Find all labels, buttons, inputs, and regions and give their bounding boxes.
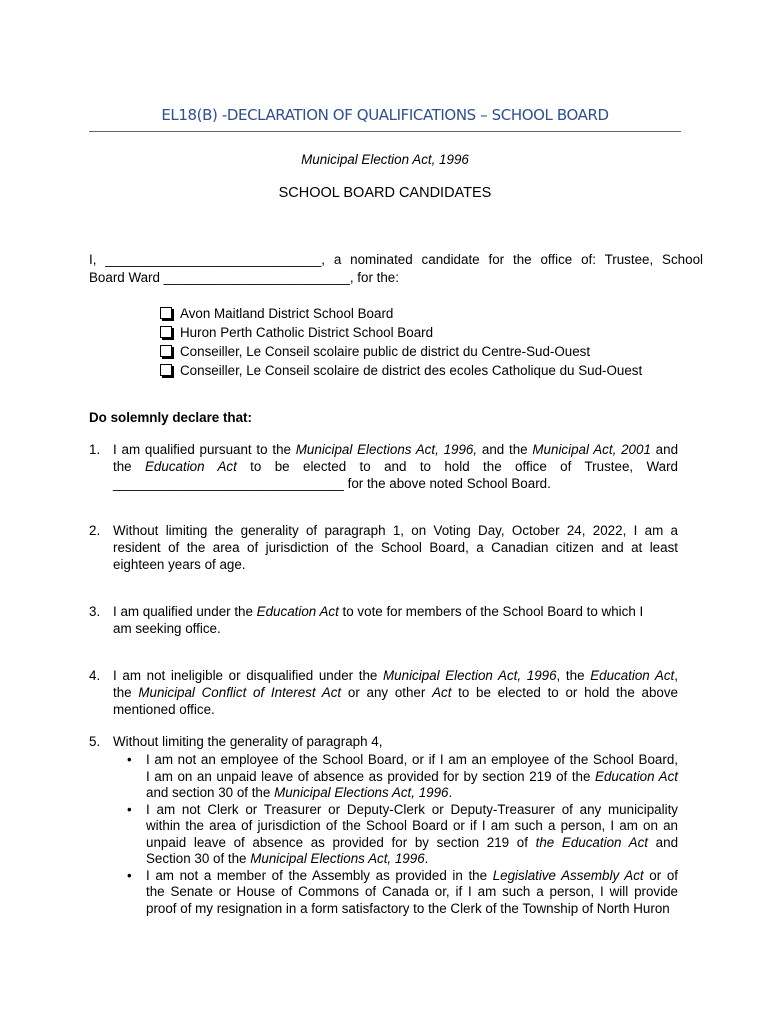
candidate-intro xyxy=(89,251,703,287)
bullet-icon: • xyxy=(127,867,132,883)
document-title: EL18(B) -DECLARATION OF QUALIFICATIONS – SCHOOL BOARD xyxy=(161,106,609,124)
checkbox-icon[interactable] xyxy=(160,345,172,357)
board-option-label: Conseiller, Le Conseil scolaire de district des ecoles Catholique du Sud-Ouest xyxy=(180,363,643,378)
paragraph-2-line-2: resident of the area of jurisdiction of the School Board, a Canadian citizen and at least xyxy=(113,540,678,555)
board-option-label: Huron Perth Catholic District School Board xyxy=(180,325,434,340)
paragraph-number: 3. xyxy=(89,604,101,619)
paragraph-5-bullets xyxy=(113,752,678,917)
checkbox-icon[interactable] xyxy=(160,364,172,376)
paragraph-5 xyxy=(89,733,678,917)
ward-blank: _______________ xyxy=(232,476,344,491)
paragraph-1-line-1: I am qualified pursuant to the Municipal Elections Act, 1996, and the Municipal Act, 2001 and xyxy=(113,442,679,457)
paragraph-number: 5. xyxy=(89,734,101,749)
paragraph-2-line-3: eighteen years of age. xyxy=(113,557,246,572)
paragraph-4-line-3: mentioned office. xyxy=(113,702,215,717)
board-option[interactable] xyxy=(160,361,642,380)
paragraph-4-line-1: I am not ineligible or disqualified under the Municipal Election Act, 1996, the Education Act, xyxy=(113,668,678,683)
board-option[interactable] xyxy=(160,342,642,361)
title-underline xyxy=(89,131,681,132)
declaration-heading: Do solemnly declare that: xyxy=(89,410,252,425)
act-subtitle: Municipal Election Act, 1996 xyxy=(301,152,469,167)
paragraph-3-line-1: I am qualified under the Education Act to vote for members of the School Board to which I xyxy=(113,604,644,619)
paragraph-3-line-2: am seeking office. xyxy=(113,621,221,636)
checkbox-icon[interactable] xyxy=(160,326,172,338)
paragraph-2-line-1: Without limiting the generality of paragraph 1, on Voting Day, October 24, 2022, I am a xyxy=(113,523,678,538)
list-item: • I am not an employee of the School Board, or if I am an employee of the School Board, I am on an unpaid leave of absence as provided for by section 219 of the Education Act and section 30 of the Municipal Elections Act, 1996. xyxy=(127,752,678,800)
paragraph-1-line-2: the Education Act to be elected to and to hold the office of Trustee, Ward xyxy=(113,459,678,474)
paragraph-4-line-2: the Municipal Conflict of Interest Act or any other Act to be elected to or hold the above xyxy=(113,685,678,700)
paragraph-3 xyxy=(89,603,678,637)
checkbox-icon[interactable] xyxy=(160,307,172,319)
board-option-label: Avon Maitland District School Board xyxy=(180,306,394,321)
paragraph-number: 4. xyxy=(89,668,101,683)
bullet-icon: • xyxy=(127,752,132,767)
intro-line-1: I, _____________________________, a nominated candidate for the office of: Trustee, School xyxy=(89,252,703,267)
board-option-label: Conseiller, Le Conseil scolaire public de district du Centre-Sud-Ouest xyxy=(180,344,591,359)
paragraph-1-line-3: _______________________________ for the above noted School Board. xyxy=(113,476,551,491)
paragraph-2 xyxy=(89,522,678,573)
list-item: • I am not Clerk or Treasurer or Deputy-Clerk or Deputy-Treasurer of any municipality within the area of jurisdiction of the School Board or if I am such a person, I am on an unpaid leave of absence as provided for by section 219 of the Education Act and Section 30 of the Municipal Elections Act, 1996. xyxy=(127,801,679,866)
paragraph-5-intro: Without limiting the generality of paragraph 4, xyxy=(113,734,383,749)
board-option[interactable] xyxy=(160,323,642,342)
section-heading: SCHOOL BOARD CANDIDATES xyxy=(278,185,492,201)
paragraph-4 xyxy=(89,667,678,718)
list-item: • I am not a member of the Assembly as provided in the Legislative Assembly Act or of the Senate or House of Commons of Canada or, if I am such a person, I will provide proof of my resignation in a form satisfactory to the Clerk of the Township of North Huron xyxy=(127,867,678,916)
bullet-icon: • xyxy=(127,801,132,817)
paragraph-1 xyxy=(89,441,678,492)
paragraph-number: 2. xyxy=(89,523,101,538)
paragraph-number: 1. xyxy=(89,442,101,457)
school-board-options xyxy=(160,304,642,380)
board-option[interactable] xyxy=(160,304,642,323)
intro-line-2: Board Ward _________________________, for the: xyxy=(89,270,399,285)
